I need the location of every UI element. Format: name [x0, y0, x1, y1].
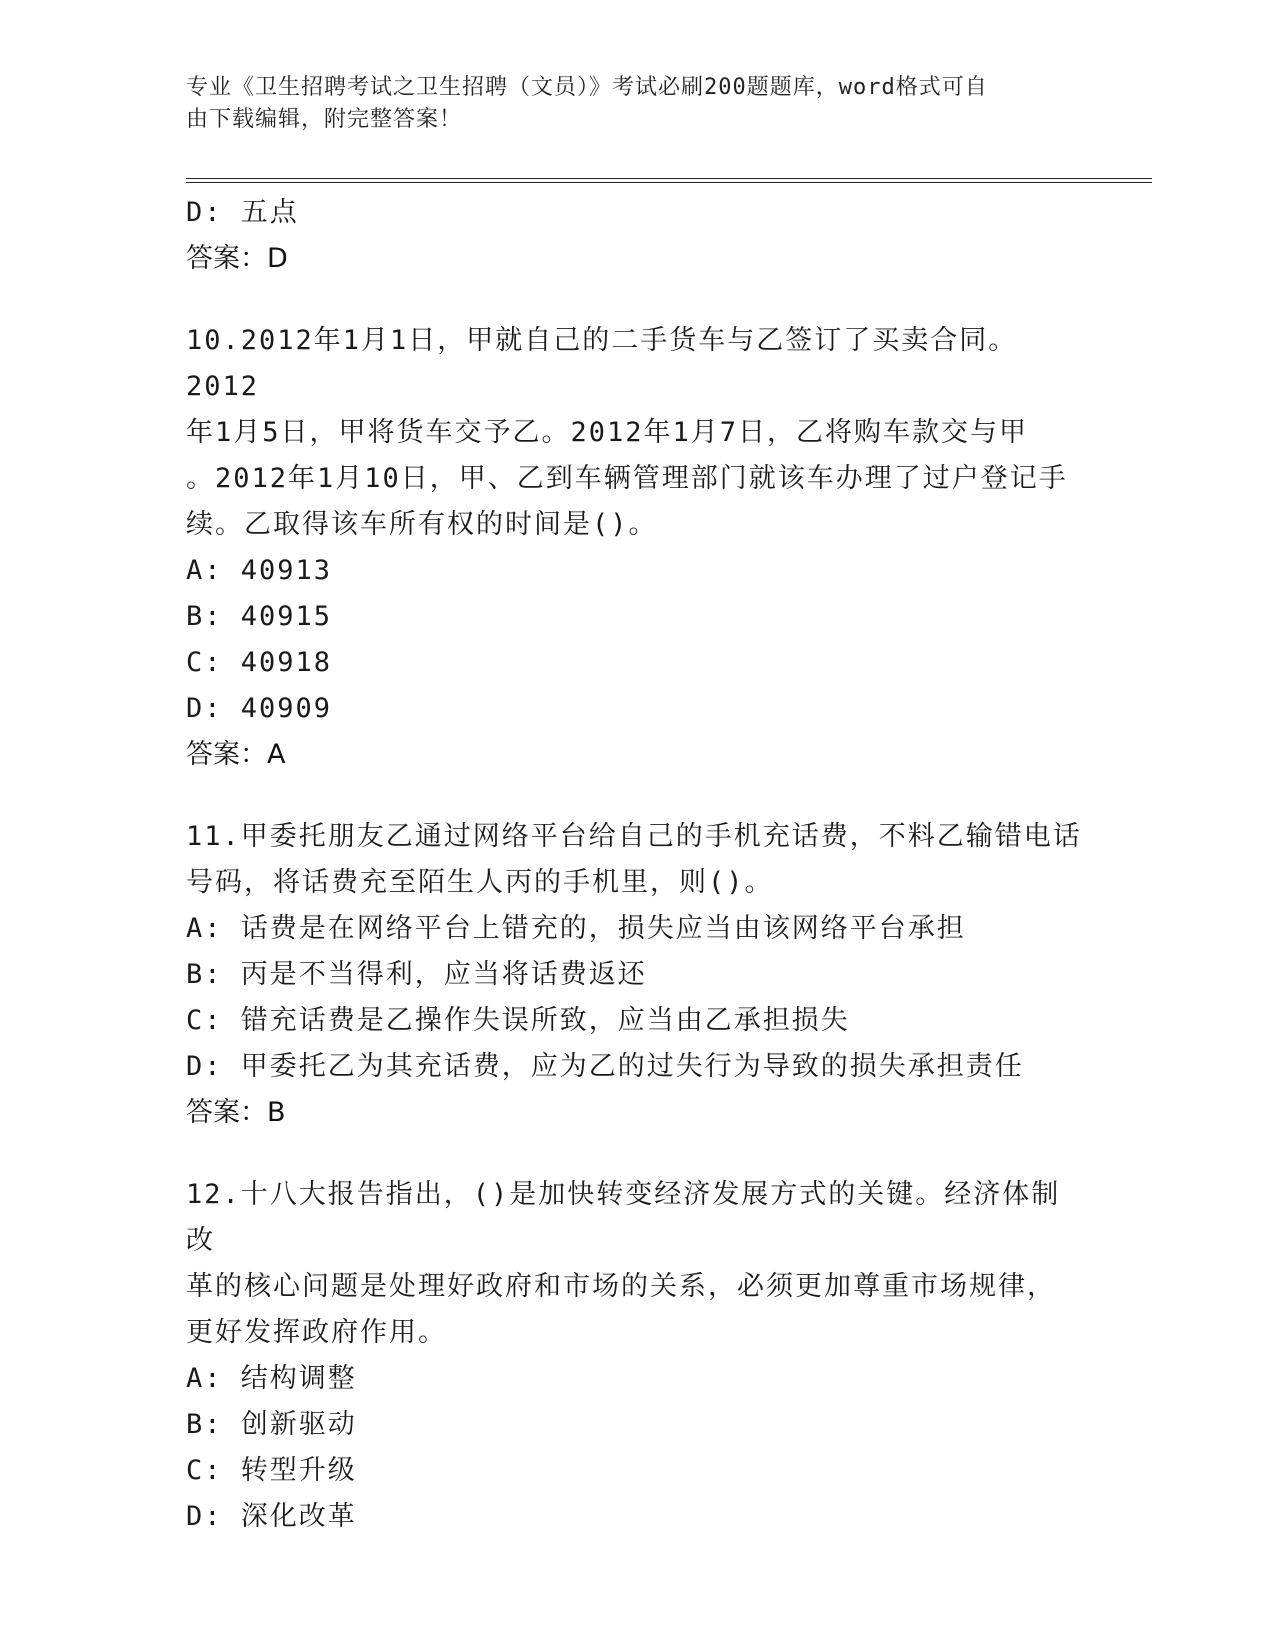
answer-line: 答案：A	[186, 739, 286, 770]
question-line: 号码，将话费充至陌生人丙的手机里，则()。	[186, 867, 774, 898]
option-d: D: 甲委托乙为其充话费，应为乙的过失行为导致的损失承担责任	[186, 1051, 1024, 1082]
question-line: 。2012年1月10日，甲、乙到车辆管理部门就该车办理了过户登记手	[186, 463, 1068, 494]
option-b: B: 40915	[186, 601, 333, 632]
header-line-2: 由下载编辑，附完整答案！	[186, 107, 463, 132]
option-a: A: 40913	[186, 555, 333, 586]
question-line: 更好发挥政府作用。	[186, 1317, 447, 1348]
question-10-text	[186, 318, 1086, 548]
header-rule-bottom	[186, 182, 1152, 183]
question-line: 12.十八大报告指出，()是加快转变经济发展方式的关键。经济体制改	[186, 1179, 1061, 1256]
question-12-text	[186, 1172, 1086, 1356]
question-11	[186, 814, 1086, 1136]
spacer	[186, 282, 1086, 318]
answer-line: 答案：B	[186, 1097, 286, 1128]
header-line-1: 专业《卫生招聘考试之卫生招聘（文员）》考试必刷200题题库，word格式可自	[186, 75, 988, 100]
option-a: A: 结构调整	[186, 1363, 357, 1394]
option-d: D: 40909	[186, 693, 333, 724]
option-d: D: 深化改革	[186, 1501, 357, 1532]
question-line: 11.甲委托朋友乙通过网络平台给自己的手机充话费，不料乙输错电话	[186, 821, 1082, 852]
question-11-text	[186, 814, 1086, 906]
spacer	[186, 1136, 1086, 1172]
question-line: 革的核心问题是处理好政府和市场的关系，必须更加尊重市场规律，	[186, 1271, 1056, 1302]
option-c: C: 转型升级	[186, 1455, 357, 1486]
question-content	[186, 190, 1086, 1540]
question-line: 10.2012年1月1日，甲就自己的二手货车与乙签订了买卖合同。2012	[186, 325, 1018, 402]
question-12	[186, 1172, 1086, 1540]
option-c: C: 40918	[186, 647, 333, 678]
option-c: C: 错充话费是乙操作失误所致，应当由乙承担损失	[186, 1005, 850, 1036]
document-header	[186, 72, 1066, 136]
question-10	[186, 318, 1086, 778]
answer-line: 答案：D	[186, 243, 288, 274]
option-a: A: 话费是在网络平台上错充的，损失应当由该网络平台承担	[186, 913, 966, 944]
question-line: 年1月5日，甲将货车交予乙。2012年1月7日，乙将购车款交与甲	[186, 417, 1029, 448]
option-b: B: 丙是不当得利，应当将话费返还	[186, 959, 647, 990]
option-d: D: 五点	[186, 197, 299, 228]
question-line: 续。乙取得该车所有权的时间是()。	[186, 509, 658, 540]
spacer	[186, 778, 1086, 814]
header-rule-top	[186, 178, 1152, 179]
option-b: B: 创新驱动	[186, 1409, 357, 1440]
